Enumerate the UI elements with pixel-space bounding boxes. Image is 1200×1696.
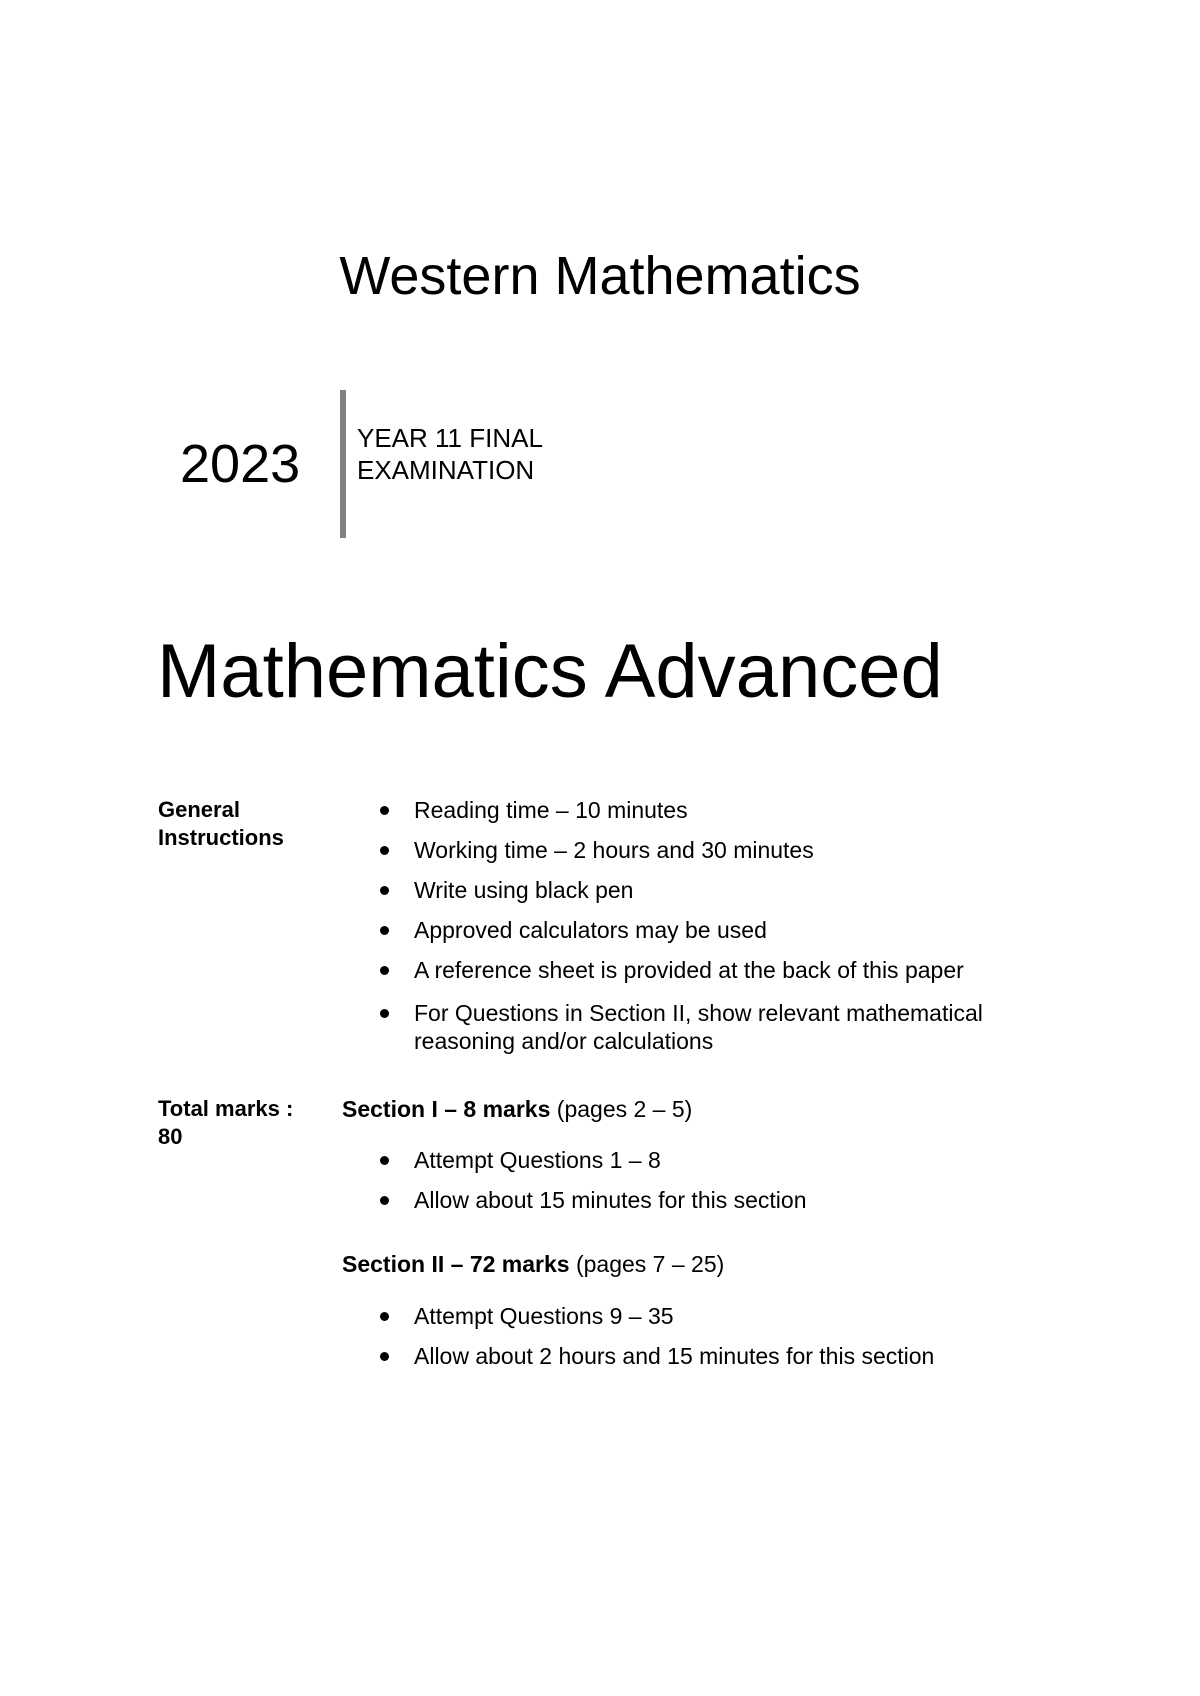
exam-type-line2: EXAMINATION: [357, 455, 535, 485]
bullet-icon: [380, 1009, 389, 1018]
exam-type: [357, 422, 543, 486]
bullet-icon: [380, 886, 389, 895]
instruction-text: Approved calculators may be used: [414, 917, 767, 943]
section-2-pages: (pages 7 – 25): [575, 1251, 725, 1277]
school-name: Western Mathematics: [339, 246, 861, 306]
section-2-heading: [342, 1250, 724, 1278]
header-divider: [340, 390, 346, 538]
instruction-text: A reference sheet is provided at the back of this paper: [414, 957, 964, 983]
section-1-title: Section I – 8 marks: [342, 1096, 551, 1122]
exam-year: 2023: [180, 434, 301, 494]
section-item-text: Attempt Questions 1 – 8: [414, 1147, 661, 1173]
bullet-icon: [380, 846, 389, 855]
exam-type-line1: YEAR 11 FINAL: [357, 423, 543, 453]
bullet-icon: [380, 1156, 389, 1165]
section-1-pages: (pages 2 – 5): [556, 1096, 693, 1122]
bullet-icon: [380, 806, 389, 815]
total-marks-label: Total marks : 80: [158, 1096, 294, 1149]
instruction-text: Write using black pen: [414, 877, 634, 903]
bullet-icon: [380, 1352, 389, 1361]
course-title: Mathematics Advanced: [157, 629, 943, 714]
instruction-text: Working time – 2 hours and 30 minutes: [414, 837, 814, 863]
section-item-text: Allow about 2 hours and 15 minutes for this section: [414, 1343, 935, 1369]
bullet-icon: [380, 1312, 389, 1321]
instruction-text: For Questions in Section II, show relevant mathematical reasoning and/or calculations: [414, 1000, 983, 1054]
section-item-text: Allow about 15 minutes for this section: [414, 1187, 807, 1213]
instruction-text: Reading time – 10 minutes: [414, 797, 688, 823]
general-instructions-label: General Instructions: [158, 797, 284, 850]
bullet-icon: [380, 966, 389, 975]
section-item-text: Attempt Questions 9 – 35: [414, 1303, 674, 1329]
bullet-icon: [380, 1196, 389, 1205]
section-1-heading: [342, 1095, 692, 1123]
section-2-title: Section II – 72 marks: [342, 1251, 570, 1277]
bullet-icon: [380, 926, 389, 935]
